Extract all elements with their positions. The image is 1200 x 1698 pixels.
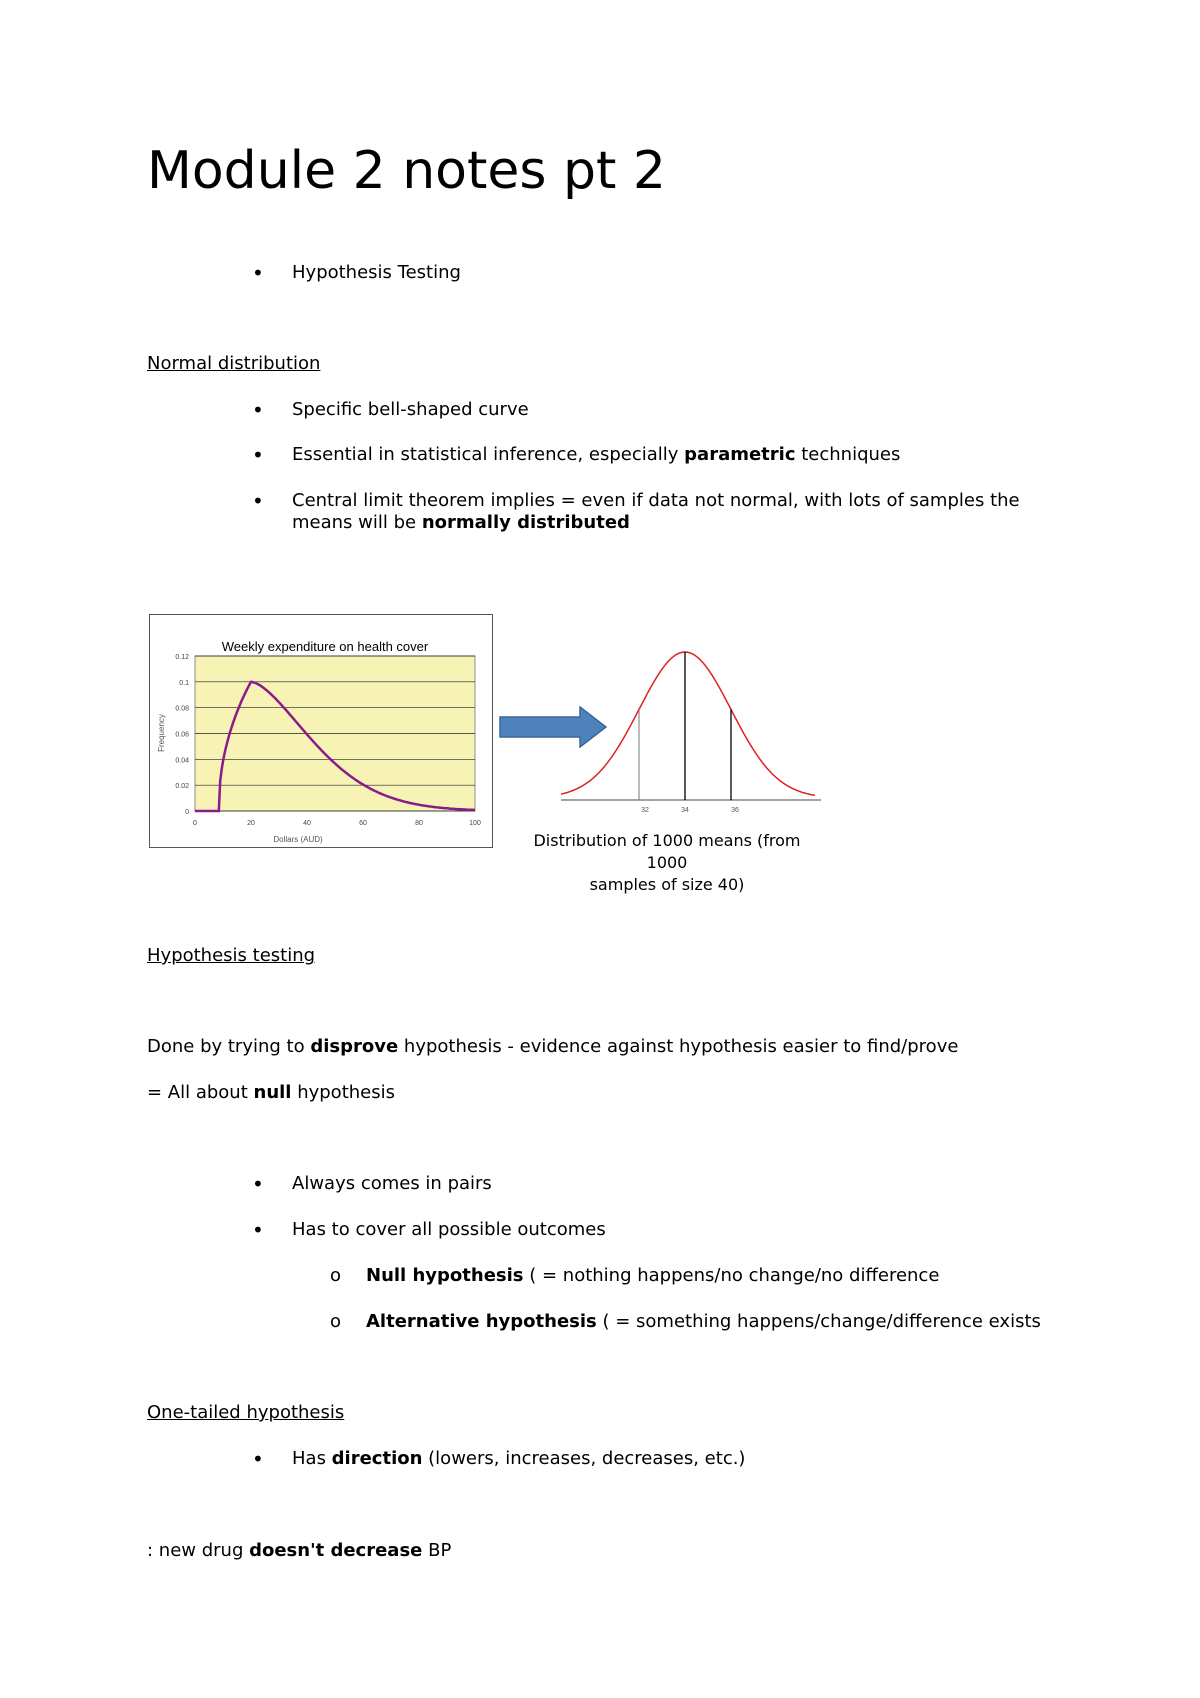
hypothesis-paragraph-2	[147, 1082, 395, 1104]
text-line	[292, 512, 1020, 534]
y-tick-labels	[175, 654, 189, 816]
normal-distribution-heading: Normal distribution	[147, 353, 321, 374]
text-run: techniques	[795, 444, 901, 465]
alternative-hypothesis-item	[366, 1311, 1041, 1333]
bold-run: normally distributed	[421, 512, 630, 533]
bold-run: disprove	[310, 1036, 399, 1057]
x-axis-label: Dollars (AUD)	[273, 835, 323, 844]
bold-run: Alternative hypothesis	[366, 1311, 597, 1332]
sampling-distribution-svg	[553, 640, 828, 818]
intro-bullet: • Hypothesis Testing	[292, 262, 461, 284]
null-hypothesis-item	[366, 1265, 939, 1287]
tick-label: 32	[641, 807, 649, 814]
bold-run: null	[253, 1082, 292, 1103]
text-run: Done by trying to	[147, 1036, 311, 1057]
health-cover-chart-svg	[150, 615, 492, 847]
tick-label: 36	[731, 807, 739, 814]
x-tick-label: 80	[415, 820, 423, 827]
x-tick-label: 40	[303, 820, 311, 827]
text-run: hypothesis - evidence against hypothesis easier to find/prove	[398, 1036, 959, 1057]
bold-run: Null hypothesis	[366, 1265, 524, 1286]
normal-bullet-2	[292, 444, 900, 466]
text-run: : new drug	[147, 1540, 250, 1561]
y-tick-label: 0.04	[175, 757, 189, 765]
text-run: (lowers, increases, decreases, etc.)	[422, 1448, 746, 1469]
bold-run: parametric	[684, 444, 796, 465]
hypothesis-paragraph-1	[147, 1036, 958, 1058]
text-run: Essential in statistical inference, especially	[292, 444, 685, 465]
hypothesis-bullet-1: • Always comes in pairs	[292, 1173, 492, 1195]
text-run: = All about	[147, 1082, 254, 1103]
y-tick-label: 0	[185, 809, 189, 816]
normal-bullet-1: • Specific bell-shaped curve	[292, 399, 529, 421]
x-tick-labels	[193, 820, 481, 827]
y-tick-label: 0.1	[179, 679, 189, 687]
bold-run: doesn't decrease	[249, 1540, 423, 1561]
text-run: Has	[292, 1448, 332, 1469]
tick-label: 34	[681, 807, 689, 814]
text-run: hypothesis	[291, 1082, 395, 1103]
chart-title: Weekly expenditure on health cover	[221, 639, 429, 654]
x-tick-label: 60	[359, 820, 367, 827]
y-axis-label: Frequency	[157, 714, 166, 752]
caption-line: samples of size 40)	[589, 875, 745, 894]
y-tick-label: 0.08	[175, 705, 189, 713]
hypothesis-bullet-2: • Has to cover all possible outcomes	[292, 1219, 606, 1241]
x-tick-label: 20	[247, 820, 255, 827]
page-title: Module 2 notes pt 2	[147, 141, 667, 201]
bold-run: direction	[331, 1448, 423, 1469]
normal-bullet-3	[292, 490, 1020, 534]
hypothesis-testing-heading: Hypothesis testing	[147, 945, 316, 966]
sampling-distribution-chart	[553, 640, 828, 818]
text-run: ( = nothing happens/no change/no difference	[523, 1265, 940, 1286]
y-tick-label: 0.02	[175, 783, 189, 791]
y-tick-label: 0.12	[175, 654, 189, 661]
caption-line: Distribution of 1000 means (from 1000	[533, 831, 801, 872]
text-line: • Central limit theorem implies = even if data not normal, with lots of samples the	[292, 490, 1020, 511]
text-run: means will be	[292, 512, 422, 533]
health-cover-chart	[149, 614, 493, 848]
one-tailed-heading: One-tailed hypothesis	[147, 1402, 345, 1423]
x-tick-label: 100	[469, 820, 481, 827]
y-tick-label: 0.06	[175, 731, 189, 739]
example-line	[147, 1540, 451, 1562]
x-tick-label: 0	[193, 820, 197, 827]
text-run: BP	[422, 1540, 452, 1561]
one-tailed-bullet	[292, 1448, 745, 1470]
figure-caption	[517, 830, 817, 896]
bell-curve	[561, 652, 815, 795]
text-run: ( = something happens/change/difference exists	[596, 1311, 1041, 1332]
